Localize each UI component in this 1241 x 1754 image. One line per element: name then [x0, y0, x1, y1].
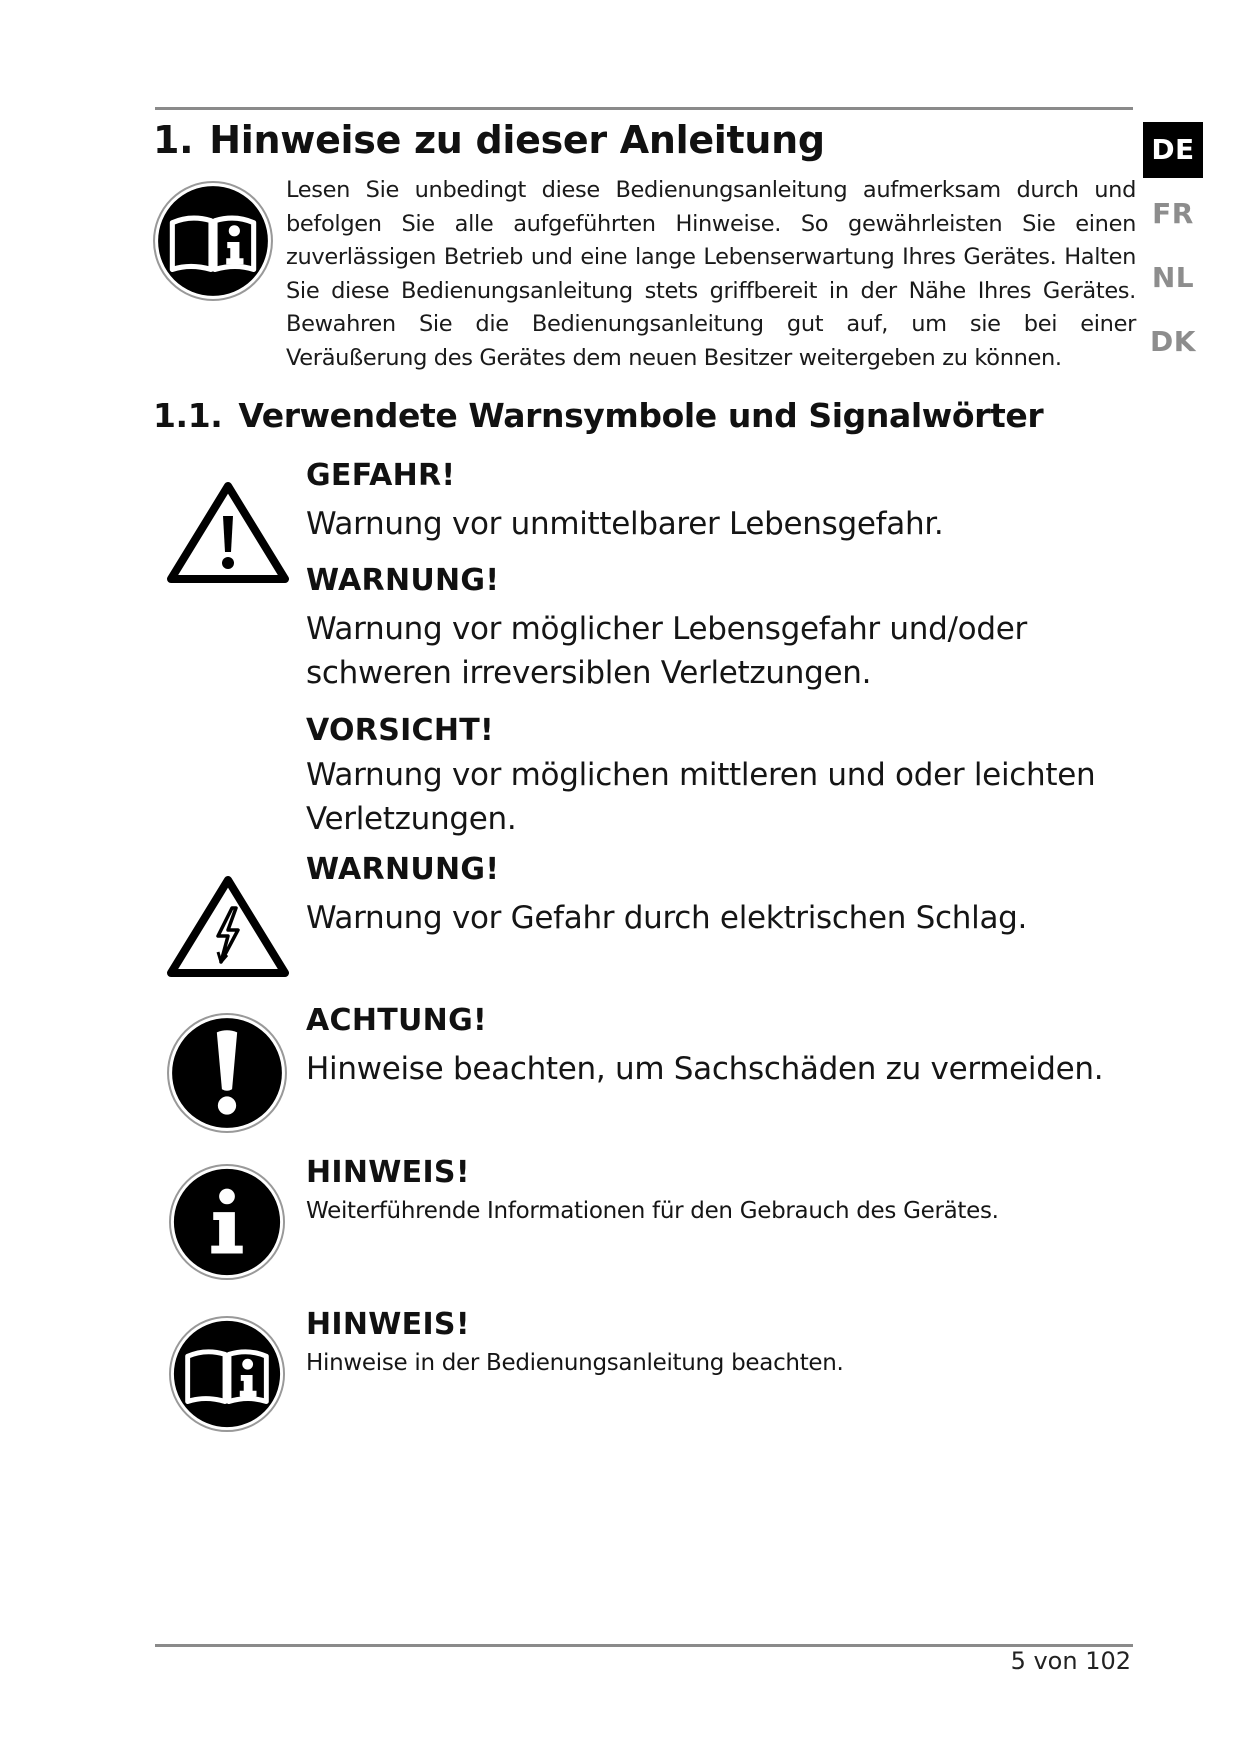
page-number: 5 von 102: [1010, 1647, 1131, 1675]
warning-text: Hinweise beachten, um Sachschäden zu vermeiden.: [306, 1051, 1104, 1087]
warning-entry-vorsicht: [306, 711, 1126, 841]
book-info-icon: [168, 1315, 286, 1433]
lang-tab-fr[interactable]: FR: [1152, 197, 1194, 230]
signal-word: VORSICHT!: [306, 713, 495, 748]
language-tabs: [1143, 122, 1203, 378]
bottom-rule: [155, 1644, 1133, 1647]
intro-paragraph: Lesen Sie unbedingt diese Bedienungsanleitung aufmerksam durch und befolgen Sie alle aufgeführten Hinweise. So gewährleisten Sie einen zuverlässigen Betrieb und eine lange Lebenserwartung Ihres Gerätes. Halten Sie diese Bedienungsanleitung stets griffbereit in der Nähe Ihres Gerätes. Bewahren Sie die Bedienungsanleitung gut auf, um sie bei einer Veräußerung des Gerätes dem neuen Besitzer weitergeben zu können.: [286, 177, 1136, 371]
signal-word: GEFAHR!: [306, 458, 456, 493]
warning-entry-elektrisch: [306, 850, 1126, 940]
section-heading: [153, 118, 825, 162]
note-text: Weiterführende Informationen für den Gebrauch des Gerätes.: [306, 1198, 999, 1224]
signal-word: WARNUNG!: [306, 563, 500, 598]
subsection-number: 1.1.: [153, 396, 223, 435]
lang-tab-dk[interactable]: DK: [1150, 325, 1196, 358]
lang-tab-de[interactable]: DE: [1143, 122, 1203, 178]
book-info-icon: [152, 180, 274, 302]
info-circle-icon: [168, 1163, 286, 1281]
exclamation-circle-icon: [166, 1012, 288, 1134]
section-number: 1.: [153, 118, 194, 162]
subsection-heading: [153, 396, 1043, 435]
lang-tab-nl[interactable]: NL: [1151, 261, 1195, 294]
warning-entry-achtung: [306, 1001, 1126, 1091]
note-entry-info: [306, 1153, 1126, 1227]
warning-text: Warnung vor möglicher Lebensgefahr und/oder schweren irreversiblen Verletzungen.: [306, 611, 1027, 691]
electric-shock-triangle-icon: [166, 874, 290, 978]
section-title: Hinweise zu dieser Anleitung: [209, 118, 825, 162]
subsection-title: Verwendete Warnsymbole und Signalwörter: [238, 396, 1044, 435]
signal-word: ACHTUNG!: [306, 1003, 487, 1038]
signal-word: WARNUNG!: [306, 852, 500, 887]
warning-text: Warnung vor Gefahr durch elektrischen Schlag.: [306, 900, 1028, 936]
note-entry-manual: [306, 1305, 1126, 1379]
warning-triangle-icon: [166, 480, 290, 584]
note-text: Hinweise in der Bedienungsanleitung beachten.: [306, 1350, 844, 1376]
warning-text: Warnung vor möglichen mittleren und oder leichten Verletzungen.: [306, 757, 1096, 837]
signal-word: HINWEIS!: [306, 1307, 470, 1342]
warning-entry-gefahr: [306, 456, 1126, 546]
signal-word: HINWEIS!: [306, 1155, 470, 1190]
warning-text: Warnung vor unmittelbarer Lebensgefahr.: [306, 506, 944, 542]
warning-entry-warnung: [306, 561, 1066, 695]
top-rule: [155, 107, 1133, 110]
